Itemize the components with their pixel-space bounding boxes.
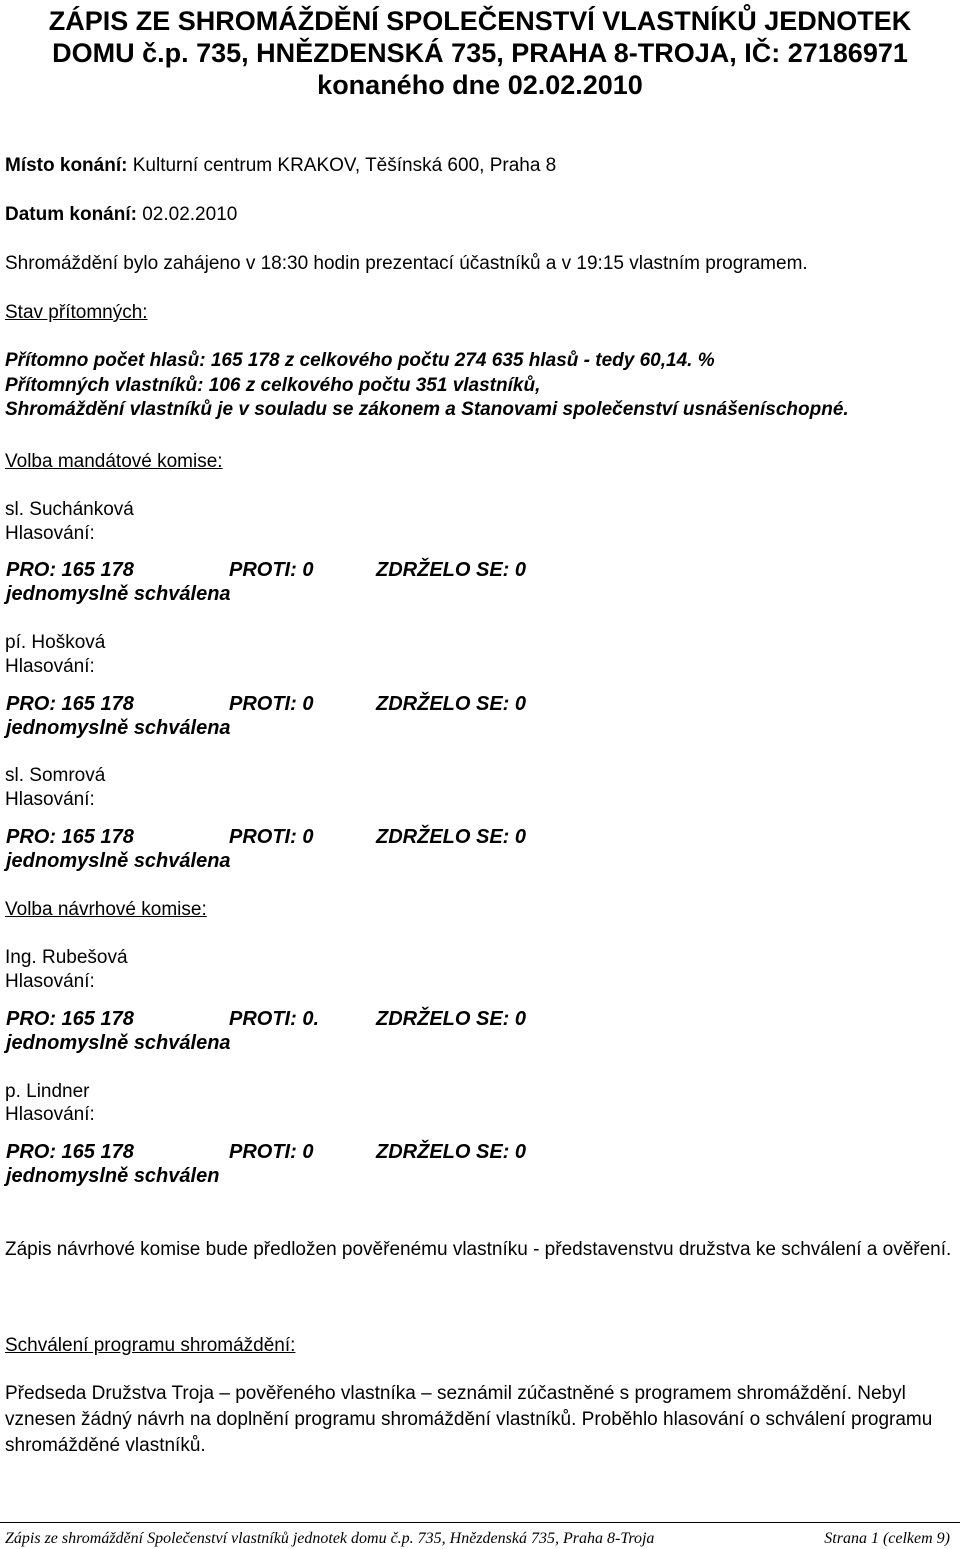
vote-result: jednomyslně schválena <box>6 583 231 605</box>
quorum-statement: Shromáždění vlastníků je v souladu se zákonem a Stanovami společenství usnášeníschopné. <box>5 399 849 420</box>
vote-proti: PROTI: 0 <box>229 826 314 848</box>
meeting-start-text: Shromáždění bylo zahájeno v 18:30 hodin prezentací účastníků a v 19:15 vlastním programem. <box>5 253 808 274</box>
vote-result: jednomyslně schválena <box>6 717 231 739</box>
attendance-heading: Stav přítomných: <box>5 302 148 323</box>
voting-label: Hlasování: <box>5 523 95 544</box>
footer-document-title: Zápis ze shromáždění Společenství vlastníků jednotek domu č.p. 735, Hnězdenská 735, Praha 8-Troja <box>5 1530 655 1547</box>
date-value: 02.02.2010 <box>142 204 238 225</box>
vote-pro: PRO: 165 178 <box>6 826 134 848</box>
place-label: Místo konání: <box>5 155 128 176</box>
voting-label: Hlasování: <box>5 789 95 810</box>
document-title-line-1: ZÁPIS ZE SHROMÁŽDĚNÍ SPOLEČENSTVÍ VLASTNÍKŮ JEDNOTEK <box>48 6 912 36</box>
candidate-name: p. Lindner <box>5 1081 90 1102</box>
vote-proti: PROTI: 0 <box>229 559 314 581</box>
footer-divider <box>0 1522 960 1523</box>
program-approval-heading: Schválení programu shromáždění: <box>5 1335 296 1356</box>
vote-pro: PRO: 165 178 <box>6 693 134 715</box>
vote-abstain: ZDRŽELO SE: 0 <box>376 1008 527 1030</box>
document-title-line-2: DOMU č.p. 735, HNĚZDENSKÁ 735, PRAHA 8-TROJA, IČ: 27186971 <box>52 38 908 68</box>
candidate-name: pí. Hošková <box>5 632 106 653</box>
meeting-place <box>5 154 556 178</box>
candidate-name: Ing. Rubešová <box>5 947 128 968</box>
meeting-date <box>5 203 237 227</box>
candidate-name: sl. Somrová <box>5 765 106 786</box>
vote-result: jednomyslně schválena <box>6 1032 231 1054</box>
voting-label: Hlasování: <box>5 1104 95 1125</box>
vote-proti: PROTI: 0. <box>229 1008 320 1030</box>
document-title-line-3: konaného dne 02.02.2010 <box>317 70 643 100</box>
vote-proti: PROTI: 0 <box>229 693 314 715</box>
vote-result: jednomyslně schválena <box>6 850 231 872</box>
vote-pro: PRO: 165 178 <box>6 559 134 581</box>
vote-abstain: ZDRŽELO SE: 0 <box>376 559 527 581</box>
program-approval-text: Předseda Družstva Troja – pověřeného vlastníka – seznámil zúčastněné s programem shromáždění. Nebyl vznesen žádný návrh na doplnění programu shromáždění vlastníků. Proběhlo hlasování o schválení programu shromážděné vlastníků. <box>5 1383 933 1456</box>
voting-label: Hlasování: <box>5 656 95 677</box>
attendance-owners-line: Přítomných vlastníků: 106 z celkového počtu 351 vlastníků, <box>5 375 541 396</box>
vote-proti: PROTI: 0 <box>229 1141 314 1163</box>
vote-pro: PRO: 165 178 <box>6 1141 134 1163</box>
voting-label: Hlasování: <box>5 971 95 992</box>
place-value: Kulturní centrum KRAKOV, Těšínská 600, Praha 8 <box>132 155 557 176</box>
vote-abstain: ZDRŽELO SE: 0 <box>376 693 527 715</box>
proposal-commission-note: Zápis návrhové komise bude předložen pověřenému vlastníku - představenstvu družstva ke schválení a ověření. <box>5 1239 952 1260</box>
page-number: Strana 1 (celkem 9) <box>824 1530 950 1547</box>
candidate-name: sl. Suchánková <box>5 499 134 520</box>
vote-abstain: ZDRŽELO SE: 0 <box>376 826 527 848</box>
attendance-votes-line: Přítomno počet hlasů: 165 178 z celkového počtu 274 635 hlasů - tedy 60,14. % <box>5 350 715 371</box>
proposal-commission-heading: Volba návrhové komise: <box>5 899 207 920</box>
vote-pro: PRO: 165 178 <box>6 1008 134 1030</box>
mandate-commission-heading: Volba mandátové komise: <box>5 451 223 472</box>
vote-abstain: ZDRŽELO SE: 0 <box>376 1141 527 1163</box>
date-label: Datum konání: <box>5 204 137 225</box>
vote-result: jednomyslně schválen <box>6 1165 220 1187</box>
